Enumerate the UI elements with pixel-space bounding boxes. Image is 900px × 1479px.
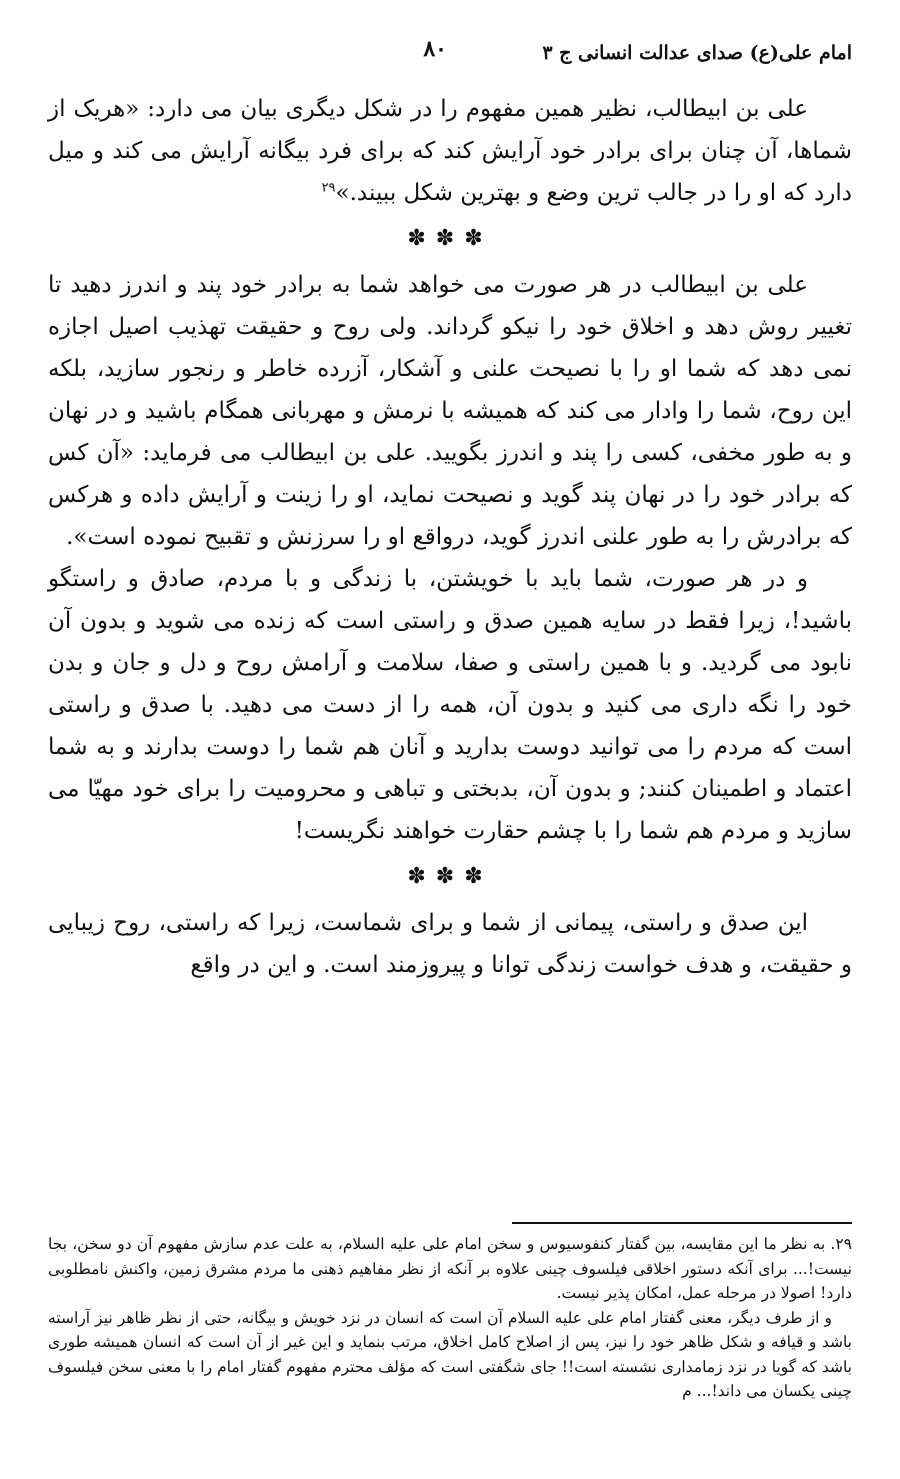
footnote-29-continuation: و از طرف دیگر، معنی گفتار امام علی علیه السلام آن است که انسان در نزد خویش و بیگانه، حتی از نظر ظاهر نیز آراسته باشد و قیافه و شکل ظاهر خود را نیز، پس از اصلاح کامل اخلاق، مرتب بنماید و این غیر از آن است که انسان همیشه طوری باشد که گویا در نزد زمامداری نشسته است!! جای شگفتی است که مؤلف محترم مفهوم گفتار امام را با معنی سخن فیلسوف چینی یکسان می داند!... م [48,1308,852,1400]
running-title: امام علی(ع) صدای عدالت انسانی ج ۳ [542,42,852,64]
footnotes [48,1232,852,1404]
paragraph-3: و در هر صورت، شما باید با خویشتن، با زندگی و با مردم، صادق و راستگو باشید!، زیرا فقط در سایه همین صدق و راستی است که زنده می شوید و بدون آن نابود می گردید. و با همین راستی و صفا، سلامت و آرامش روح و دل و جان و بدن خود را نگه داری می کنید و بدون آن، همه را از دست می دهید. با صدق و راستی است که مردم را می توانید دوست بدارید و آنان هم شما را دوست بدارند و به شما اعتماد و اطمینان کنند; و بدون آن، بدبختی و تباهی و محرومیت را برای خود مهیّا می سازید و مردم هم شما را با چشم حقارت خواهند نگریست! [48,566,852,844]
main-text [48,88,852,986]
section-separator: ✽✽✽ [407,864,493,889]
page-number: ۸۰ [423,36,447,62]
footnote-reference: ۲۹ [321,180,336,196]
paragraph-1-text: علی بن ابیطالب، نظیر همین مفهوم را در شکل دیگری بیان می دارد: «هریک از شماها، آن چنان برای برادر خود آرایش کند که برای فرد بیگانه آرایش می کند و میل دارد که او را در جالب ترین وضع و بهترین شکل ببیند.» [48,96,852,206]
page-header [48,36,852,76]
footnote-divider [512,1222,852,1224]
paragraph-1 [48,88,852,214]
paragraph-4: این صدق و راستی، پیمانی از شما و برای شماست، زیرا که راستی، روح زیبایی و حقیقت، و هدف خواست زندگی توانا و پیروزمند است. و این در واقع [48,910,852,978]
paragraph-2: علی بن ابیطالب در هر صورت می خواهد شما به برادر خود پند و اندرز دهید تا تغییر روش دهد و اخلاق خود را نیکو گرداند. ولی روح و حقیقت تهذیب اصیل اجازه نمی دهد که شما او را با نصیحت علنی و آشکار، آزرده خاطر و رنجور سازید، بلکه این روح، شما را وادار می کند که همیشه با نرمش و مهربانی همگام باشید و در نهان و به طور مخفی، کسی را پند و اندرز بگویید. علی بن ابیطالب می فرماید: «آن کس که برادر خود را در نهان پند گوید و نصیحت نماید، او را زینت و آرایش داده و هرکس که برادرش را به طور علنی اندرز گوید، درواقع او را سرزنش و تقبیح نموده است». [48,272,852,550]
footnote-29: ۲۹. به نظر ما این مقایسه، بین گفتار کنفوسیوس و سخن امام علی علیه السلام، به علت عدم سازش مفهوم آن دو سخن، بجا نیست!... برای آنکه دستور اخلاقی فیلسوف چینی علاوه بر آنکه از نظر مفاهیم ذهنی ما مردم مشرق زمین، واکنش نامطلوبی دارد! اصولا در مرحله عمل، امکان پذیر نیست. [48,1235,852,1302]
section-separator: ✽✽✽ [407,226,493,251]
